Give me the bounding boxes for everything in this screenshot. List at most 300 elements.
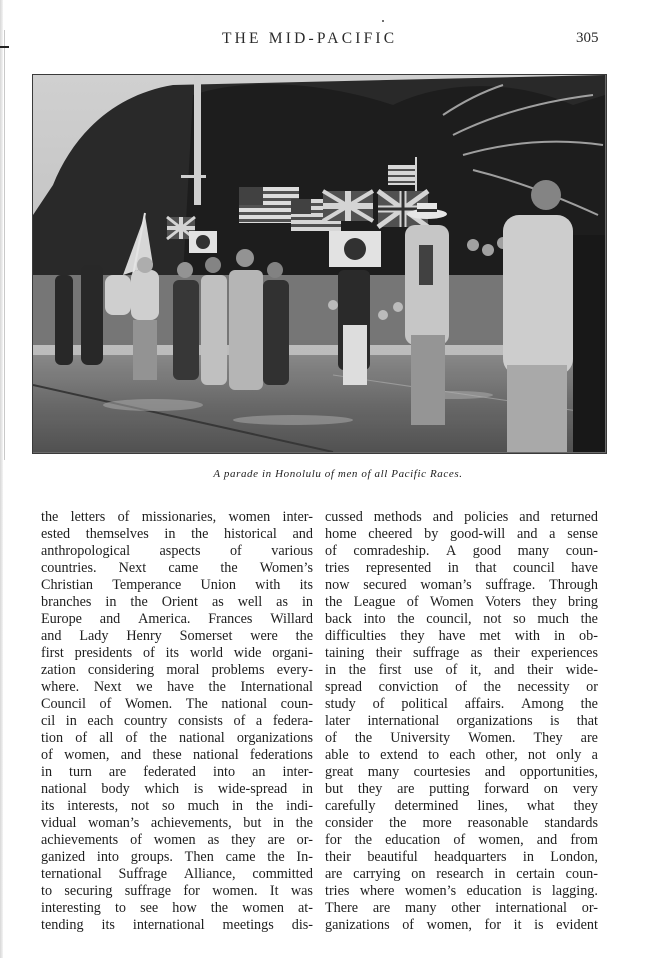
- text-line-words: [41, 849, 313, 866]
- word: ganizations: [325, 917, 390, 933]
- text-line-words: [325, 917, 598, 934]
- text-line: [325, 832, 598, 849]
- text-line: [325, 917, 598, 934]
- word: returned: [550, 509, 598, 525]
- text-line-words: [325, 543, 598, 560]
- text-line-words: [41, 832, 313, 849]
- word: International: [240, 679, 313, 695]
- word: later: [325, 713, 351, 729]
- word: to: [428, 747, 440, 763]
- word: is: [532, 883, 542, 899]
- word: moral: [166, 662, 200, 678]
- word: coun-: [565, 866, 598, 882]
- word: women,: [64, 747, 110, 763]
- word: interests,: [67, 798, 119, 814]
- text-line-words: [325, 764, 598, 781]
- binding-shadow-line: [4, 30, 5, 460]
- print-speck: [382, 20, 384, 22]
- word: council: [512, 560, 555, 576]
- word: secured: [363, 577, 407, 593]
- word: and: [99, 611, 121, 627]
- word: woman’s: [88, 815, 140, 831]
- article-left-column: [41, 509, 313, 934]
- word: suffrage.: [485, 577, 536, 593]
- text-line-words: [325, 798, 598, 815]
- word: consider: [325, 815, 374, 831]
- text-line: [325, 900, 598, 917]
- text-line-words: [41, 577, 313, 594]
- text-line-words: [41, 815, 313, 832]
- word: Voters: [484, 594, 521, 610]
- word: Through: [549, 577, 598, 593]
- text-line: [325, 645, 598, 662]
- text-line: [325, 883, 598, 900]
- word: the: [149, 730, 167, 746]
- text-line-words: [325, 849, 598, 866]
- word: federated: [143, 764, 197, 780]
- word: as: [207, 832, 220, 848]
- word: the: [220, 560, 238, 576]
- word: so: [162, 798, 175, 814]
- word: federa-: [272, 713, 313, 729]
- word: suffrage: [413, 645, 460, 661]
- word: and: [516, 526, 538, 542]
- word: met: [479, 628, 501, 644]
- text-line: [41, 764, 313, 781]
- word: research: [436, 866, 484, 882]
- text-line: [325, 543, 598, 560]
- word: and: [41, 628, 62, 644]
- word: where.: [41, 679, 80, 695]
- word: but: [243, 815, 262, 831]
- word: are: [580, 730, 598, 746]
- text-line: [325, 560, 598, 577]
- word: putting: [429, 781, 470, 797]
- word: national: [221, 696, 268, 712]
- text-line-words: [41, 764, 313, 781]
- text-line: [325, 730, 598, 747]
- word: of: [455, 679, 467, 695]
- word: missionaries,: [141, 509, 217, 525]
- word: home: [325, 526, 357, 542]
- word: experiences: [531, 645, 598, 661]
- word: many: [404, 900, 437, 916]
- word: international: [495, 900, 567, 916]
- word: as: [470, 645, 483, 661]
- word: meetings: [222, 917, 274, 933]
- word: their: [325, 849, 351, 865]
- word: in: [301, 781, 313, 797]
- article-right-column: [325, 509, 598, 934]
- word: country: [124, 713, 168, 729]
- word: comradeship.: [353, 543, 430, 559]
- word: good-will: [450, 526, 506, 542]
- word: that: [475, 560, 497, 576]
- word: the: [389, 815, 407, 831]
- word: women: [242, 900, 284, 916]
- text-line: [41, 696, 313, 713]
- text-line: [325, 815, 598, 832]
- text-line-words: [41, 526, 313, 543]
- text-line-words: [41, 747, 313, 764]
- text-line: [41, 798, 313, 815]
- word: the: [354, 832, 372, 848]
- word: certain: [516, 866, 555, 882]
- text-line-words: [325, 696, 598, 713]
- word: and: [120, 747, 142, 763]
- text-line: [325, 764, 598, 781]
- word: in: [553, 628, 566, 644]
- word: are: [397, 781, 415, 797]
- word: of: [372, 696, 385, 712]
- word: by: [424, 526, 439, 542]
- word: very: [572, 781, 598, 797]
- word: education: [466, 883, 522, 899]
- text-line: [325, 611, 598, 628]
- word: of: [117, 509, 130, 525]
- word: League: [353, 594, 396, 610]
- text-line: [41, 713, 313, 730]
- text-line: [41, 883, 313, 900]
- word: zation: [41, 662, 76, 678]
- word: Women’s: [259, 560, 313, 576]
- word: into: [213, 764, 236, 780]
- word: many: [517, 543, 550, 559]
- word: Lady: [79, 628, 109, 644]
- word: not: [483, 611, 502, 627]
- word: women,: [478, 832, 524, 848]
- word: and: [494, 662, 515, 678]
- text-line-words: [325, 815, 598, 832]
- word: that: [576, 713, 598, 729]
- text-line-words: [325, 577, 598, 594]
- text-line: [41, 560, 313, 577]
- word: in: [231, 798, 244, 814]
- word: good: [472, 543, 502, 559]
- word: federations: [249, 747, 313, 763]
- word: Willard: [270, 611, 313, 627]
- word: now: [325, 577, 350, 593]
- word: difficulties: [325, 628, 387, 644]
- text-line: [325, 509, 598, 526]
- text-line: [41, 526, 313, 543]
- word: cheered: [368, 526, 413, 542]
- word: determined: [394, 798, 459, 814]
- word: achievements,: [150, 815, 232, 831]
- word: into: [96, 849, 119, 865]
- word: women,: [426, 917, 472, 933]
- word: policies: [464, 509, 509, 525]
- word: America.: [138, 611, 191, 627]
- word: of: [445, 662, 458, 678]
- word: of: [99, 696, 112, 712]
- word: with: [514, 628, 540, 644]
- word: how: [172, 900, 197, 916]
- word: the: [483, 679, 501, 695]
- word: ob-: [579, 628, 598, 644]
- word: letters: [70, 509, 106, 525]
- word: Orient: [161, 594, 198, 610]
- text-line: [325, 696, 598, 713]
- word: for: [484, 917, 502, 933]
- word: conviction: [378, 679, 439, 695]
- word: is: [193, 781, 204, 797]
- text-line-words: [325, 662, 598, 679]
- text-line: [41, 543, 313, 560]
- word: on: [543, 781, 558, 797]
- word: the: [267, 849, 285, 865]
- word: There: [325, 900, 359, 916]
- text-line-words: [41, 611, 313, 628]
- text-line-words: [41, 645, 313, 662]
- word: we: [136, 679, 153, 695]
- text-line: [41, 577, 313, 594]
- word: women: [228, 509, 271, 525]
- word: necessity: [517, 679, 570, 695]
- word: lines,: [477, 798, 508, 814]
- word: education: [385, 832, 441, 848]
- text-line-words: [41, 662, 313, 679]
- word: world: [189, 645, 223, 661]
- text-line-words: [325, 832, 598, 849]
- word: ternational: [41, 866, 102, 882]
- word: Next: [118, 560, 147, 576]
- text-line: [41, 832, 313, 849]
- text-line-words: [325, 628, 598, 645]
- word: women’s: [404, 883, 457, 899]
- word: is: [534, 917, 544, 933]
- text-line-words: [325, 679, 598, 696]
- text-line: [325, 526, 598, 543]
- word: its: [41, 798, 55, 814]
- word: It: [269, 883, 279, 899]
- word: on: [411, 866, 426, 882]
- word: its: [299, 577, 313, 593]
- word: the: [397, 611, 415, 627]
- word: they: [357, 781, 383, 797]
- text-line: [325, 798, 598, 815]
- word: ested: [41, 526, 71, 542]
- text-line-words: [325, 526, 598, 543]
- word: Europe: [41, 611, 82, 627]
- word: or: [586, 679, 598, 695]
- word: have: [167, 679, 194, 695]
- word: they: [532, 594, 557, 610]
- word: have: [438, 628, 466, 644]
- word: for: [325, 832, 342, 848]
- text-line-words: [41, 883, 313, 900]
- text-line: [325, 662, 598, 679]
- word: courtesies: [413, 764, 471, 780]
- text-line-words: [41, 509, 313, 526]
- word: their: [527, 662, 554, 678]
- word: they: [573, 798, 598, 814]
- text-line-words: [41, 594, 313, 611]
- text-line-words: [41, 696, 313, 713]
- word: in: [164, 526, 176, 542]
- word: turn: [69, 764, 92, 780]
- word: were: [250, 628, 278, 644]
- word: London,: [550, 849, 598, 865]
- text-line: [41, 815, 313, 832]
- word: the: [580, 611, 598, 627]
- word: see: [140, 900, 159, 916]
- word: Women: [429, 594, 474, 610]
- word: tries: [325, 883, 350, 899]
- word: what: [526, 798, 555, 814]
- word: their: [375, 645, 402, 661]
- word: lagging.: [551, 883, 598, 899]
- text-line-words: [41, 730, 313, 747]
- word: of: [406, 594, 419, 610]
- word: much: [537, 611, 569, 627]
- text-line: [41, 611, 313, 628]
- text-line: [41, 628, 313, 645]
- word: it: [513, 917, 522, 933]
- journal-title: THE MID-PACIFIC: [222, 30, 398, 47]
- text-line-words: [325, 509, 598, 526]
- word: all: [99, 730, 114, 746]
- word: in: [301, 594, 313, 610]
- page-number: 305: [576, 30, 599, 46]
- word: are: [372, 900, 391, 916]
- word: many: [367, 764, 400, 780]
- word: Among: [521, 696, 564, 712]
- text-line-words: [41, 628, 313, 645]
- text-line: [325, 594, 598, 611]
- word: tries: [325, 560, 350, 576]
- word: coun-: [280, 696, 313, 712]
- word: in: [272, 815, 285, 831]
- word: organi-: [272, 645, 313, 661]
- word: great: [325, 764, 354, 780]
- word: the: [325, 594, 343, 610]
- word: much: [187, 798, 220, 814]
- word: inter-: [282, 764, 313, 780]
- word: Frances: [208, 611, 253, 627]
- word: cussed: [325, 509, 363, 525]
- word: from: [570, 832, 598, 848]
- word: or-: [581, 900, 598, 916]
- text-line-words: [325, 866, 598, 883]
- word: Alliance,: [183, 866, 236, 882]
- word: are: [108, 764, 127, 780]
- word: indi-: [286, 798, 313, 814]
- word: national: [192, 747, 239, 763]
- word: standards: [544, 815, 598, 831]
- word: University: [390, 730, 451, 746]
- text-line: [325, 849, 598, 866]
- word: various: [271, 543, 313, 559]
- word: every-: [276, 662, 313, 678]
- word: countries.: [41, 560, 97, 576]
- word: reasonable: [467, 815, 529, 831]
- word: women: [153, 832, 196, 848]
- word: In-: [296, 849, 313, 865]
- word: themselves: [85, 526, 149, 542]
- word: committed: [252, 866, 313, 882]
- word: Then: [184, 849, 214, 865]
- word: Somerset: [179, 628, 233, 644]
- text-line-words: [41, 543, 313, 560]
- word: and: [519, 509, 540, 525]
- word: so: [513, 611, 526, 627]
- word: in: [494, 866, 506, 882]
- word: first: [378, 662, 402, 678]
- text-line: [325, 679, 598, 696]
- word: Next: [93, 679, 122, 695]
- text-line-words: [325, 883, 598, 900]
- word: with: [255, 577, 281, 593]
- word: which: [144, 781, 180, 797]
- word: these: [152, 747, 182, 763]
- text-line: [325, 747, 598, 764]
- word: the: [348, 662, 366, 678]
- word: international: [132, 917, 205, 933]
- word: and: [292, 526, 313, 542]
- word: the: [41, 509, 59, 525]
- word: consists: [177, 713, 223, 729]
- word: first: [41, 645, 64, 661]
- text-line-words: [41, 917, 313, 934]
- text-line: [41, 781, 313, 798]
- word: Council: [41, 696, 86, 712]
- word: of: [130, 832, 142, 848]
- word: spread: [325, 679, 363, 695]
- text-line-words: [325, 781, 598, 798]
- word: the: [255, 798, 274, 814]
- word: more: [422, 815, 452, 831]
- text-line: [325, 866, 598, 883]
- text-line-words: [41, 798, 313, 815]
- word: tion: [41, 730, 64, 746]
- word: Union: [200, 577, 236, 593]
- word: in: [522, 849, 534, 865]
- word: not: [131, 798, 150, 814]
- text-line: [41, 849, 313, 866]
- word: the: [580, 696, 598, 712]
- word: of: [325, 730, 337, 746]
- word: carrying: [353, 866, 401, 882]
- word: in: [65, 713, 77, 729]
- text-line: [41, 509, 313, 526]
- word: historical: [224, 526, 277, 542]
- word: problems: [211, 662, 265, 678]
- word: each: [449, 747, 476, 763]
- word: and: [432, 509, 454, 525]
- word: international: [367, 713, 440, 729]
- word: aspects: [159, 543, 201, 559]
- word: well: [237, 594, 263, 610]
- word: of: [453, 832, 466, 848]
- word: Temperance: [112, 577, 182, 593]
- word: bring: [568, 594, 598, 610]
- word: Christian: [41, 577, 94, 593]
- word: to: [358, 747, 370, 763]
- text-line-words: [325, 645, 598, 662]
- word: the: [354, 730, 373, 746]
- word: of: [229, 543, 242, 559]
- word: into: [363, 611, 386, 627]
- text-line-words: [325, 594, 598, 611]
- word: a: [549, 526, 556, 542]
- parade-photograph: [32, 74, 607, 454]
- text-line: [325, 628, 598, 645]
- word: of: [233, 713, 246, 729]
- word: back: [325, 611, 352, 627]
- word: is: [549, 713, 560, 729]
- word: a: [591, 747, 598, 763]
